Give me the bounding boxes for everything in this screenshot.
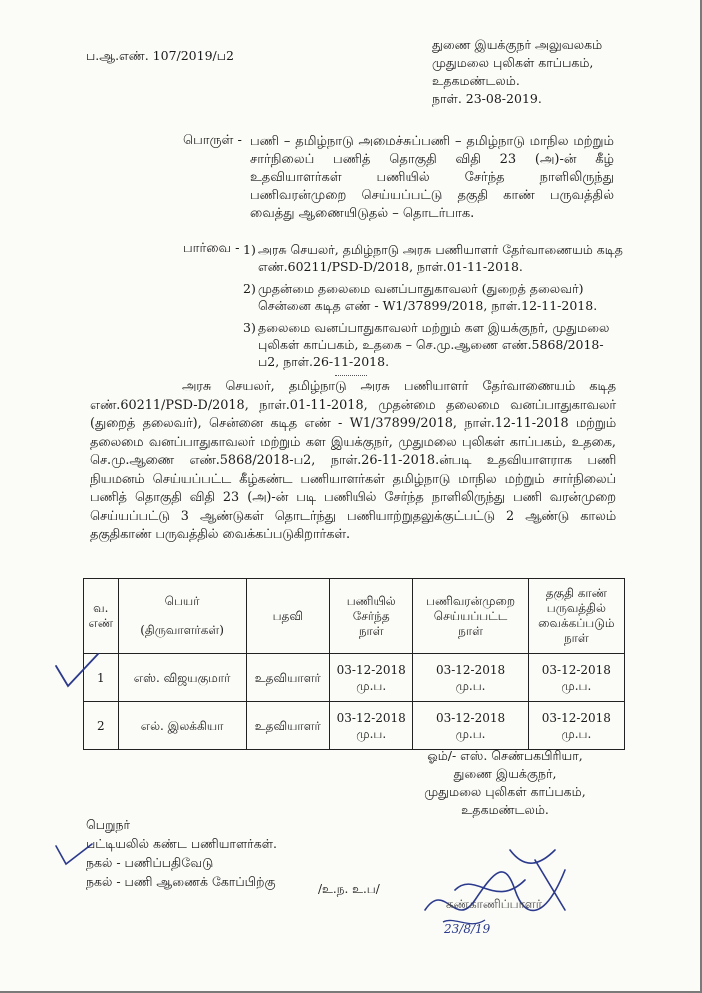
copy-line: நகல் - பணி ஆணைக் கோப்பிற்கு [86, 874, 276, 889]
header-post: பதவி [246, 579, 330, 654]
table-row [84, 654, 625, 702]
reference-text: தலைமை வனப்பாதுகாவலர் மற்றும் கள இயக்குநர், முதுமலை புலிகள் காப்பகம், உதகை – செ.மு.ஆணை எண்.5868/2018-ப2, நாள்.26-11-2018. [258, 320, 610, 369]
office-line: முதுமலை புலிகள் காப்பகம், [432, 55, 594, 70]
office-address [432, 36, 602, 108]
staff-table [83, 578, 625, 750]
reference-text: அரசு செயலர், தமிழ்நாடு அரசு பணியாளர் தேர்வாணையம் கடித எண்.60211/PSD-D/2018, நாள்.01-11-2018. [258, 242, 623, 274]
reference-number-label: 3) [243, 320, 256, 335]
signatory-name: ஓம்/- எஸ். செண்பகபிரியா, [427, 748, 583, 763]
header-name: பெயர் (திருவாளர்கள்) [118, 579, 246, 654]
cell-name: எல். இலக்கியா [118, 702, 246, 750]
cell-joining-date: 03-12-2018 மு.ப. [330, 702, 413, 750]
signature-block [420, 747, 590, 819]
stamp-title: கண்காணிப்பாளர் [446, 897, 542, 911]
cell-serial: 2 [84, 702, 119, 750]
references-list [243, 241, 623, 375]
office-line: துணை இயக்குநர் அலுவலகம் [432, 37, 603, 52]
reference-text: முதன்மை தலைமை வனப்பாதுகாவலர் (துறைத் தலைவர்) சென்னை கடித எண் - W1/37899/2018, நாள்.12-11-2018. [258, 281, 598, 313]
cell-post: உதவியாளர் [246, 654, 330, 702]
reference-number: ப.ஆ.எண். 107/2019/ப2 [86, 48, 235, 63]
signatory-office: முதுமலை புலிகள் காப்பகம், [424, 784, 586, 799]
signatory-place: உதகமண்டலம். [461, 802, 549, 817]
subject-text: பணி – தமிழ்நாடு அமைச்சுப்பணி – தமிழ்நாடு மாநில மற்றும் சார்நிலைப் பணித் தொகுதி விதி 23 (அ)-ன் கீழ் உதவியாளர்கள் பணியில் சேர்ந்த நாளிலிருந்து பணிவரன்முறை செய்யப்பட்டு தகுதி காண் பருவத்தில் வைத்து ஆணையிடுதல் – தொடர்பாக. [250, 134, 614, 221]
header-joining-date: பணியில் சேர்ந்த நாள் [330, 579, 413, 654]
cell-regularization-date: 03-12-2018 மு.ப. [413, 654, 528, 702]
handwritten-tick-icon [54, 840, 94, 870]
dispatch-initials: /உ.ந. உ.ப/ [318, 882, 380, 896]
table-row [84, 702, 625, 750]
section-divider [335, 375, 367, 376]
references-label: பார்வை - [183, 241, 240, 256]
reference-item [243, 280, 623, 314]
cell-post: உதவியாளர் [246, 702, 330, 750]
handwritten-tick-icon [54, 652, 100, 692]
office-line: உதகமண்டலம். [432, 73, 520, 88]
cell-joining-date: 03-12-2018 மு.ப. [330, 654, 413, 702]
cell-probation-date: 03-12-2018 மு.ப. [528, 654, 624, 702]
reference-item [243, 319, 623, 370]
cell-serial: 1 [84, 654, 119, 702]
cell-probation-date: 03-12-2018 மு.ப. [528, 702, 624, 750]
reference-number-label: 1) [243, 242, 256, 257]
recipients-block [86, 815, 277, 891]
subject-label: பொருள் - [183, 133, 242, 148]
handwritten-signature-icon [415, 840, 585, 940]
body-paragraph: அரசு செயலர், தமிழ்நாடு அரசு பணியாளர் தேர்வாணையம் கடித எண்.60211/PSD-D/2018, நாள்.01-11-2018, முதன்மை தலைமை வனப்பாதுகாவலர் (துறைத் தலைவர்), சென்னை கடித எண் - W1/37899/2018, நாள்.12-11-2018 மற்றும் தலைமை வனப்பாதுகாவலர் மற்றும் கள இயக்குநர், முதுமலை புலிகள் காப்பகம், உதகை, செ.மு.ஆணை எண்.5868/2018-ப2, நாள்.26-11-2018.ன்படி உதவியாளராக பணி நியமனம் செய்யப்பட்ட கீழ்கண்ட பணியாளர்கள் தமிழ்நாடு மாநில மற்றும் சார்நிலைப் பணித் தொகுதி விதி 23 (அ)-ன் படி பணியில் சேர்ந்த நாளிலிருந்து பணி வரன்முறை செய்யப்பட்டு 3 ஆண்டுகள் தொடர்ந்து பணியாற்றுதலுக்குட்பட்டு 2 ஆண்டு காலம் தகுதிகாண் பருவத்தில் வைக்கப்படுகிறார்கள். [90, 379, 616, 542]
table-header-row [84, 579, 625, 654]
signatory-designation: துணை இயக்குநர், [453, 766, 557, 781]
handwritten-date: 23/8/19 [444, 922, 491, 936]
recipient-line: பட்டியலில் கண்ட பணியாளர்கள். [86, 836, 278, 851]
recipient-heading: பெறுநர் [86, 817, 131, 832]
header-probation-date: தகுதி காண் பருவத்தில் வைக்கப்படும் நாள் [528, 579, 624, 654]
header-serial: வ. எண் [84, 579, 119, 654]
header-regularization-date: பணிவரன்முறை செய்யப்பட்ட நாள் [413, 579, 528, 654]
reference-item [243, 241, 623, 275]
copy-line: நகல் - பணிப்பதிவேடு [86, 855, 214, 870]
cell-name: எஸ். விஜயகுமார் [118, 654, 246, 702]
letter-date: நாள். 23-08-2019. [432, 91, 542, 106]
reference-number-label: 2) [243, 281, 256, 296]
cell-regularization-date: 03-12-2018 மு.ப. [413, 702, 528, 750]
